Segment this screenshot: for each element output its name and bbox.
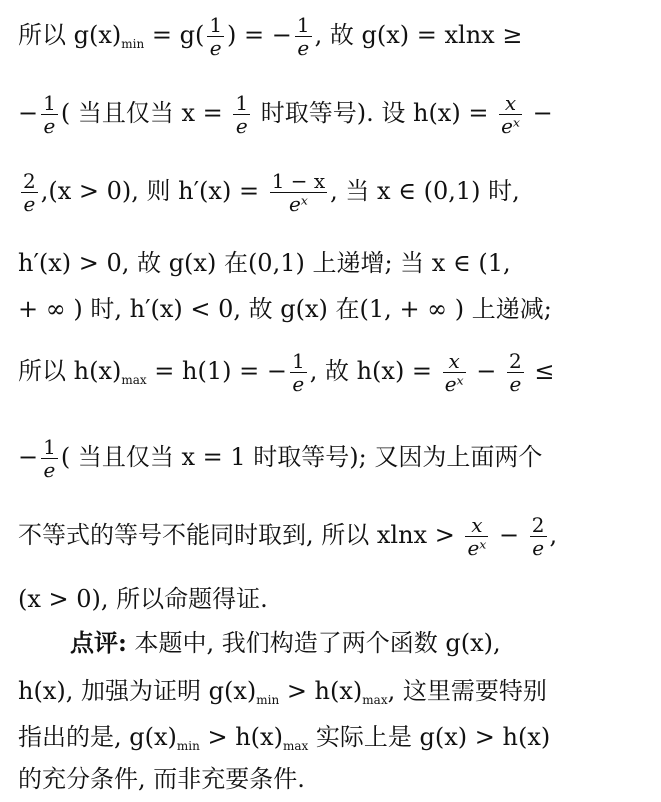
text-line-2: − $\frac{1}{e}$ ( 当且仅当 x = $\frac{1}{e}$ 时取等号). 设 h(x) = $\frac{x}{\text{eˣ}}$ − (18, 91, 553, 138)
text-line-3: $\frac{2}{e}$ ,(x > 0), 则 h′(x) = $\frac{1 - x}{\text{eˣ}}$ , 当 x ∈ (0,1) 时, (23, 169, 520, 216)
fraction: $\frac{1}{e}$ (43, 91, 56, 138)
text: ) = − (227, 21, 292, 49)
fraction: $\frac{1}{e}$ (296, 13, 310, 60)
subscript: min (121, 37, 145, 51)
text-line-12: 指出的是, $g(x)_{min} > h(x)_{max}$ 实际上是 g(x) > h(x) (18, 723, 551, 753)
fraction: $\frac{1}{e}$ (291, 349, 305, 396)
comment-label: 点评: (70, 628, 127, 657)
fraction: $\frac{2}{e}$ (509, 349, 522, 396)
fraction: $\frac{2}{e}$ (531, 513, 545, 560)
text-line-1 (18, 14, 522, 59)
text-line-13: 的充分条件, 而非充要条件. (18, 765, 305, 793)
fraction: $\frac{2}{e}$ (23, 169, 36, 216)
text-line-8: 不等式的等号不能同时取到, 所以 xlnx > $\frac{x}{\text{eˣ}}$ − $\frac{2}{e}$ , (18, 513, 558, 560)
text-line-4: h′(x) > 0, 故 g(x) 在(0,1) 上递增; 当 x ∈ (1, (18, 249, 511, 277)
fraction: $\frac{1 - x}{\text{eˣ}}$ (271, 169, 326, 216)
fraction: $\frac{1}{e}$ (43, 435, 56, 482)
fraction: $\frac{x}{\text{eˣ}}$ (444, 349, 464, 396)
text-line-10: 点评: 本题中, 我们构造了两个函数 g(x), (70, 628, 501, 657)
text-line-11: h(x), 加强为证明 $g(x)_{min} > h(x)_{max}$, 这里需要特别 (18, 677, 547, 707)
text-line-6: 所以 $h(x)_{max} = h(1)$ = − $\frac{1}{e}$ , 故 h(x) = $\frac{x}{\text{eˣ}}$ − $\frac{2}{e}$ ≤ (18, 349, 555, 396)
text: , 故 g(x) = xlnx ≥ (314, 21, 523, 49)
text: = g( (144, 21, 205, 49)
text-line-7: − $\frac{1}{e}$ ( 当且仅当 x = 1 时取等号); 又因为上面两个 (18, 435, 543, 482)
fraction: $\frac{1}{e}$ (209, 13, 223, 60)
fraction: $\frac{x}{\text{eˣ}}$ (467, 513, 487, 560)
text-line-9: (x > 0), 所以命题得证. (18, 585, 268, 613)
fraction: $\frac{1}{e}$ (235, 91, 249, 138)
fraction: $\frac{x}{\text{eˣ}}$ (501, 91, 521, 138)
text-line-5: + ∞ ) 时, h′(x) < 0, 故 g(x) 在(1, + ∞ ) 上递减; (18, 295, 552, 323)
text: 所以 g(x) (18, 21, 122, 49)
